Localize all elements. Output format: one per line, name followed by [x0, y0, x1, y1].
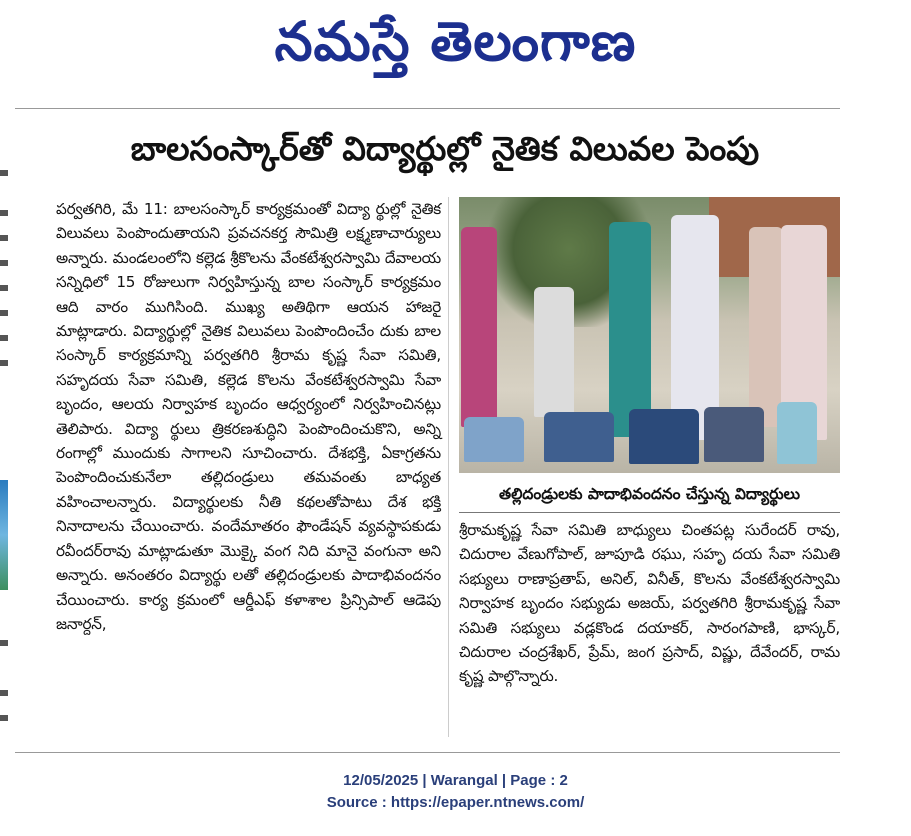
page-number: Page : 2: [510, 772, 568, 789]
dateline: [0, 770, 911, 792]
source-link[interactable]: Source : https://epaper.ntnews.com/: [326, 794, 585, 811]
column-divider: [448, 197, 449, 737]
article-photo: [459, 197, 840, 473]
newspaper-title: నమస్తే తెలంగాణ: [274, 10, 637, 73]
footer: [0, 770, 911, 814]
date: 12/05/2025: [343, 772, 419, 789]
divider: [15, 752, 840, 753]
adjacent-column-fragment: [0, 160, 10, 760]
divider: [15, 108, 840, 109]
separator: |: [422, 772, 427, 789]
edition: Warangal: [430, 772, 498, 789]
masthead: [0, 0, 911, 95]
separator: |: [501, 772, 507, 789]
divider: [459, 512, 840, 513]
article-body-right: శ్రీరామకృష్ణ సేవా సమితి బాధ్యులు చింతపట్ల సురేందర్ రావు, చిదురాల వేణుగోపాల్, జూపూడి రఘు, సహృ దయ సేవా సమితి సభ్యులు రాణాప్రతాప్, అనిల్, వినీత్, కొలను వేంకటేశ్వరస్వామి నిర్వాహక బృందం సభ్యుడు అజయ్, పర్వతగిరి శ్రీరామకృష్ణ సేవా సమితి సభ్యులు వడ్లకొండ దయాకర్, సారంగపాణి, భాస్కర్, చిదురాల చంద్రశేఖర్, ప్రేమ్, జంగ ప్రసాద్, విష్ణు, దేవేందర్, రామ కృష్ణ పాల్గొన్నారు.: [459, 521, 845, 686]
article-body-left: పర్వతగిరి, మే 11: బాలసంస్కార్ కార్యక్రమంతో విద్యా ర్థుల్లో నైతిక విలువలు పెంపొందుతాయని ప్రవచనకర్త సౌమిత్రి లక్ష్మణాచార్యులు అన్నారు. మండలంలోని కల్లెడ శ్రీకొలను వేంకటేశ్వరస్వామి దేవాలయ సన్నిధిలో 15 రోజులుగా నిర్వహిస్తున్న బాల సంస్కార్ కార్యక్రమం ఆది వారం ముగిసింది. ముఖ్య అతిథిగా ఆయన హాజరై మాట్లాడారు. విద్యార్థుల్లో నైతిక విలువలు పెంపొందించేం దుకు బాల సంస్కార్ కార్యక్రమాన్ని పర్వతగిరి శ్రీరామ కృష్ణ సేవా సమితి, సహృదయ సేవా సమితి, కల్లెడ కొలను వేంకటేశ్వరస్వామి సేవా బృందం, ఆలయ నిర్వాహక బృందం ఆధ్వర్యంలో నిర్వహించినట్లు తెలిపారు. విద్యా ర్థులు త్రికరణశుద్ధిని పెంపొందించుకొని, అన్ని రంగాల్లో ముందుకు సాగాలని సూచించారు. దేశభక్తి, ఏకాగ్రతను పెంపొందించుకునేలా తల్లిదండ్రులు తమవంతు బాధ్యత వహించాలన్నారు. విద్యార్థులకు నీతి కథలతోపాటు దేశ భక్తి నినాదాలను చేయించారు. వందేమాతరం ఫౌండేషన్ వ్యవస్థాపకుడు రవీందర్‌రావు మాట్లాడుతూ మొక్కై వంగ నిది మానై వంగునా అని అన్నారు. అనంతరం విద్యార్థు లతో తల్లిదండ్రులకు పాదాభివందనం చేయించారు. కార్య క్రమంలో ఆర్డీఎఫ్ కళాశాల ప్రిన్సిపాల్ ఆడెపు జనార్దన్,: [56, 200, 446, 633]
photo-caption: తల్లిదండ్రులకు పాదాభివందనం చేస్తున్న విద్యార్థులు: [499, 485, 800, 503]
article-headline: బాలసంస్కార్‌తో విద్యార్థుల్లో నైతిక విలువల పెంపు: [130, 129, 760, 168]
adjacent-photo-fragment: [0, 480, 8, 590]
